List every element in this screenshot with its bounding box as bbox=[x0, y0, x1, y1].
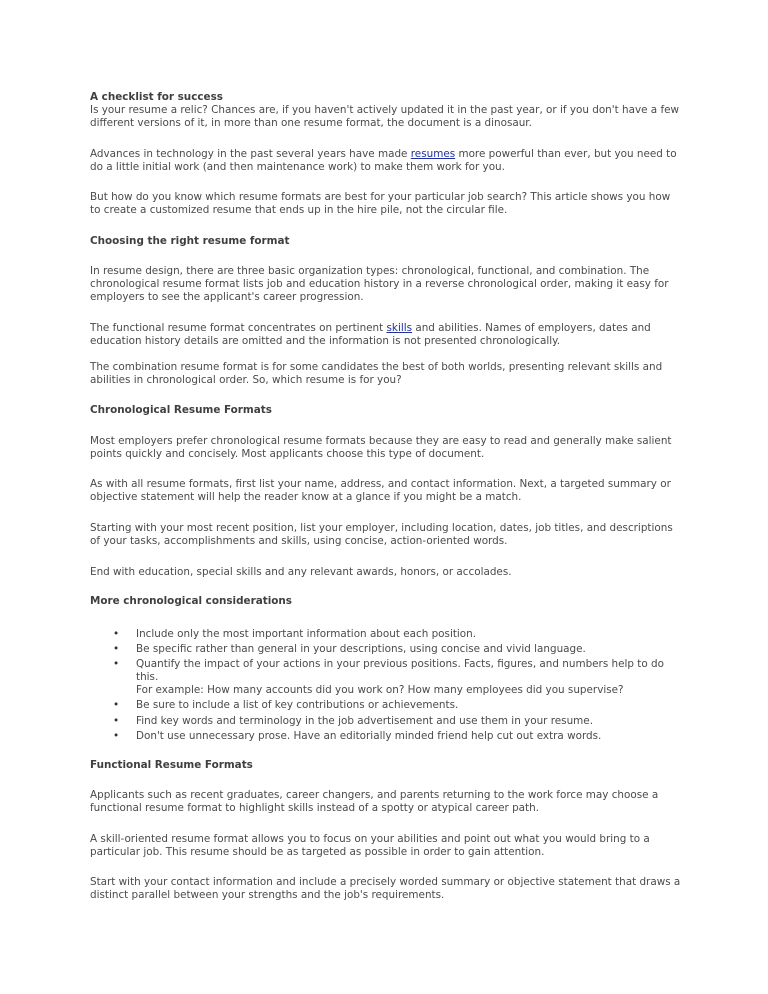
paragraph-technology-text-1: Advances in technology in the past several years have made bbox=[90, 148, 411, 160]
paragraph-how: But how do you know which resume formats are best for your particular job search? This article shows you how to create a customized resume that ends up in the hire pile, not the circular file. bbox=[90, 191, 671, 217]
paragraph-end-with: End with education, special skills and any relevant awards, honors, or accolades. bbox=[90, 566, 512, 578]
bullet-icon: • bbox=[113, 658, 120, 671]
intro-paragraph: Is your resume a relic? Chances are, if you haven't actively updated it in the past year, or if you don't have a few different versions of it, in more than one resume format, the document is a dinosaur. bbox=[90, 104, 680, 130]
paragraph-contact: Start with your contact information and include a precisely worded summary or objective statement that draws a distinct parallel between your strengths and the job's requirements. bbox=[90, 876, 681, 902]
resumes-link[interactable]: resumes bbox=[410, 148, 456, 160]
list-item bbox=[90, 699, 682, 712]
paragraph-combination: The combination resume format is for some candidates the best of both worlds, presenting relevant skills and abilities in chronological order. So, which resume is for you? bbox=[90, 361, 663, 387]
list-item bbox=[90, 628, 682, 641]
paragraph-applicants: Applicants such as recent graduates, career changers, and parents returning to the work force may choose a functional resume format to highlight skills instead of a spotty or atypical career path. bbox=[90, 789, 659, 815]
heading-functional: Functional Resume Formats bbox=[90, 759, 253, 771]
considerations-list bbox=[90, 628, 682, 745]
list-item-text: Don't use unnecessary prose. Have an editorially minded friend help cut out extra words. bbox=[136, 729, 602, 742]
heading-chronological: Chronological Resume Formats bbox=[90, 404, 272, 416]
bullet-icon: • bbox=[113, 628, 120, 640]
list-item-text: Quantify the impact of your actions in your previous positions. Facts, figures, and numbers help to do this. bbox=[136, 658, 664, 684]
intro-section bbox=[90, 91, 682, 130]
list-item bbox=[90, 715, 682, 728]
paragraph-technology bbox=[90, 148, 682, 174]
skills-link[interactable]: skills bbox=[386, 322, 413, 334]
paragraph-technology-text-2: more powerful than ever, but you need to do a little initial work (and then maintenance work) to make them work for you. bbox=[90, 148, 677, 174]
paragraph-functional-text-2: and abilities. Names of employers, dates and education history details are omitted and the information is not presented chronologically. bbox=[90, 322, 651, 348]
heading-more-chronological: More chronological considerations bbox=[90, 595, 292, 607]
bullet-icon: • bbox=[113, 699, 120, 712]
bullet-icon: • bbox=[113, 729, 120, 742]
paragraph-functional-format bbox=[90, 322, 682, 348]
paragraph-functional-text-1: The functional resume format concentrates on pertinent bbox=[90, 322, 387, 334]
heading-choosing: Choosing the right resume format bbox=[90, 235, 290, 247]
bullet-icon: • bbox=[113, 714, 120, 727]
paragraph-starting: Starting with your most recent position, list your employer, including location, dates, job titles, and descriptions of your tasks, accomplishments and skills, using concise, action-oriented words. bbox=[90, 522, 673, 548]
bullet-icon: • bbox=[113, 643, 120, 656]
paragraph-employers: Most employers prefer chronological resume formats because they are easy to read and generally make salient points quickly and concisely. Most applicants choose this type of document. bbox=[90, 435, 672, 461]
list-item bbox=[90, 730, 682, 743]
list-item bbox=[90, 658, 682, 697]
list-item-text: Find key words and terminology in the job advertisement and use them in your resume. bbox=[136, 714, 593, 727]
list-item-example: For example: How many accounts did you work on? How many employees did you supervise? bbox=[136, 684, 624, 697]
list-item-text: Be specific rather than general in your descriptions, using concise and vivid language. bbox=[136, 643, 586, 656]
paragraph-skill-oriented: A skill-oriented resume format allows you to focus on your abilities and point out what you would bring to a particular job. This resume should be as targeted as possible in order to gain attention. bbox=[90, 833, 650, 859]
list-item-text: Include only the most important information about each position. bbox=[136, 628, 477, 640]
paragraph-as-with: As with all resume formats, first list your name, address, and contact information. Next, a targeted summary or objective statement will help the reader know at a glance if you might be a match. bbox=[90, 478, 671, 504]
paragraph-design: In resume design, there are three basic organization types: chronological, functional, and combination. The chronological resume format lists job and education history in a reverse chronological order, making it easy for employers to see the applicant's career progression. bbox=[90, 265, 669, 304]
article-title: A checklist for success bbox=[90, 91, 223, 103]
list-item-text: Be sure to include a list of key contributions or achievements. bbox=[136, 699, 459, 712]
list-item bbox=[90, 643, 682, 656]
